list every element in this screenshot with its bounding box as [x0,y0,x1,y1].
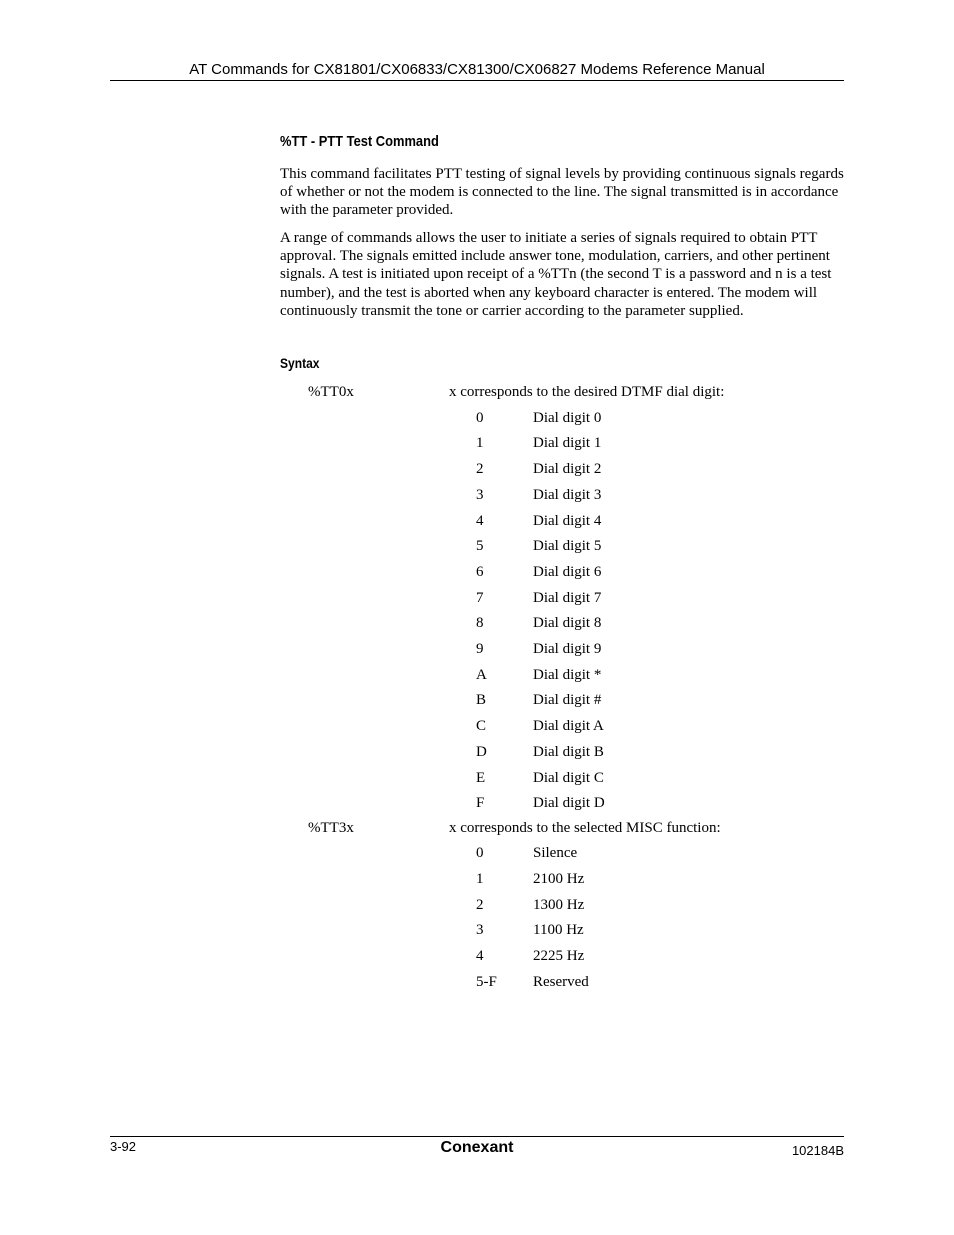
option-description: 2225 Hz [533,948,585,964]
page-number: 3-92 [110,1139,137,1154]
option-description: 1300 Hz [533,897,585,913]
option-code: 1 [476,435,484,451]
option-code: 3 [476,922,484,938]
option-description: Dial digit 9 [533,641,602,657]
company-name: Conexant [440,1139,514,1156]
section-heading: %TT - PTT Test Command [280,133,439,150]
command-name: %TT3x [308,820,354,836]
option-code: 2 [476,461,484,477]
option-code: 8 [476,615,484,631]
option-description: Dial digit * [533,667,602,683]
option-description: Dial digit 2 [533,461,602,477]
details-paragraph: A range of commands allows the user to initiate a series of signals required to obtain PTT approval. The signals emitted include answer tone, modulation, carriers, and other pertinent signals. A test is initiated upon receipt of a %TTn (the second T is a password and n is a test number), and the test is aborted when any keyboard character is entered. The modem will continuously transmit the tone or carrier according to the parameter supplied. [280,230,832,319]
option-code: 2 [476,897,484,913]
option-description: 1100 Hz [533,922,584,938]
option-code: 4 [476,513,484,529]
option-description: Dial digit C [533,770,604,786]
option-code: 0 [476,410,484,426]
option-code: 5 [476,538,484,554]
option-description: Dial digit 6 [533,564,602,580]
command-description: x corresponds to the desired DTMF dial digit: [449,384,725,400]
command-description: x corresponds to the selected MISC function: [449,820,721,836]
option-code: D [476,744,487,760]
option-code: F [476,795,485,811]
option-code: 4 [476,948,484,964]
option-description: Silence [533,845,578,861]
document-number: 102184B [791,1143,844,1158]
option-code: 9 [476,641,484,657]
option-description: Dial digit D [533,795,605,811]
syntax-heading: Syntax [280,355,320,371]
option-code: 1 [476,871,484,887]
option-description: 2100 Hz [533,871,585,887]
option-code: E [476,770,486,786]
option-code: 0 [476,845,484,861]
option-description: Dial digit 7 [533,590,602,606]
intro-paragraph: This command facilitates PTT testing of signal levels by providing continuous signals regards of whether or not the modem is connected to the line. The signal transmitted is in accordance with the parameter provided. [280,166,844,219]
option-description: Dial digit 4 [533,513,602,529]
footer-rule [110,1136,844,1137]
header-title: AT Commands for CX81801/CX06833/CX81300/CX06827 Modems Reference Manual [189,61,765,78]
option-description: Dial digit B [533,744,604,760]
option-code: 3 [476,487,484,503]
option-code: 6 [476,564,484,580]
option-description: Dial digit 0 [533,410,602,426]
option-description: Dial digit 3 [533,487,602,503]
option-code: C [476,718,487,734]
option-code: A [476,667,487,683]
option-code: 7 [476,590,484,606]
option-description: Dial digit 1 [533,435,602,451]
option-description: Reserved [533,974,589,990]
option-code: B [476,692,487,708]
option-code: 5-F [476,974,497,990]
option-description: Dial digit A [533,718,604,734]
command-name: %TT0x [308,384,354,400]
option-description: Dial digit 8 [533,615,602,631]
option-description: Dial digit # [533,692,602,708]
option-description: Dial digit 5 [533,538,602,554]
header-rule [110,80,844,81]
